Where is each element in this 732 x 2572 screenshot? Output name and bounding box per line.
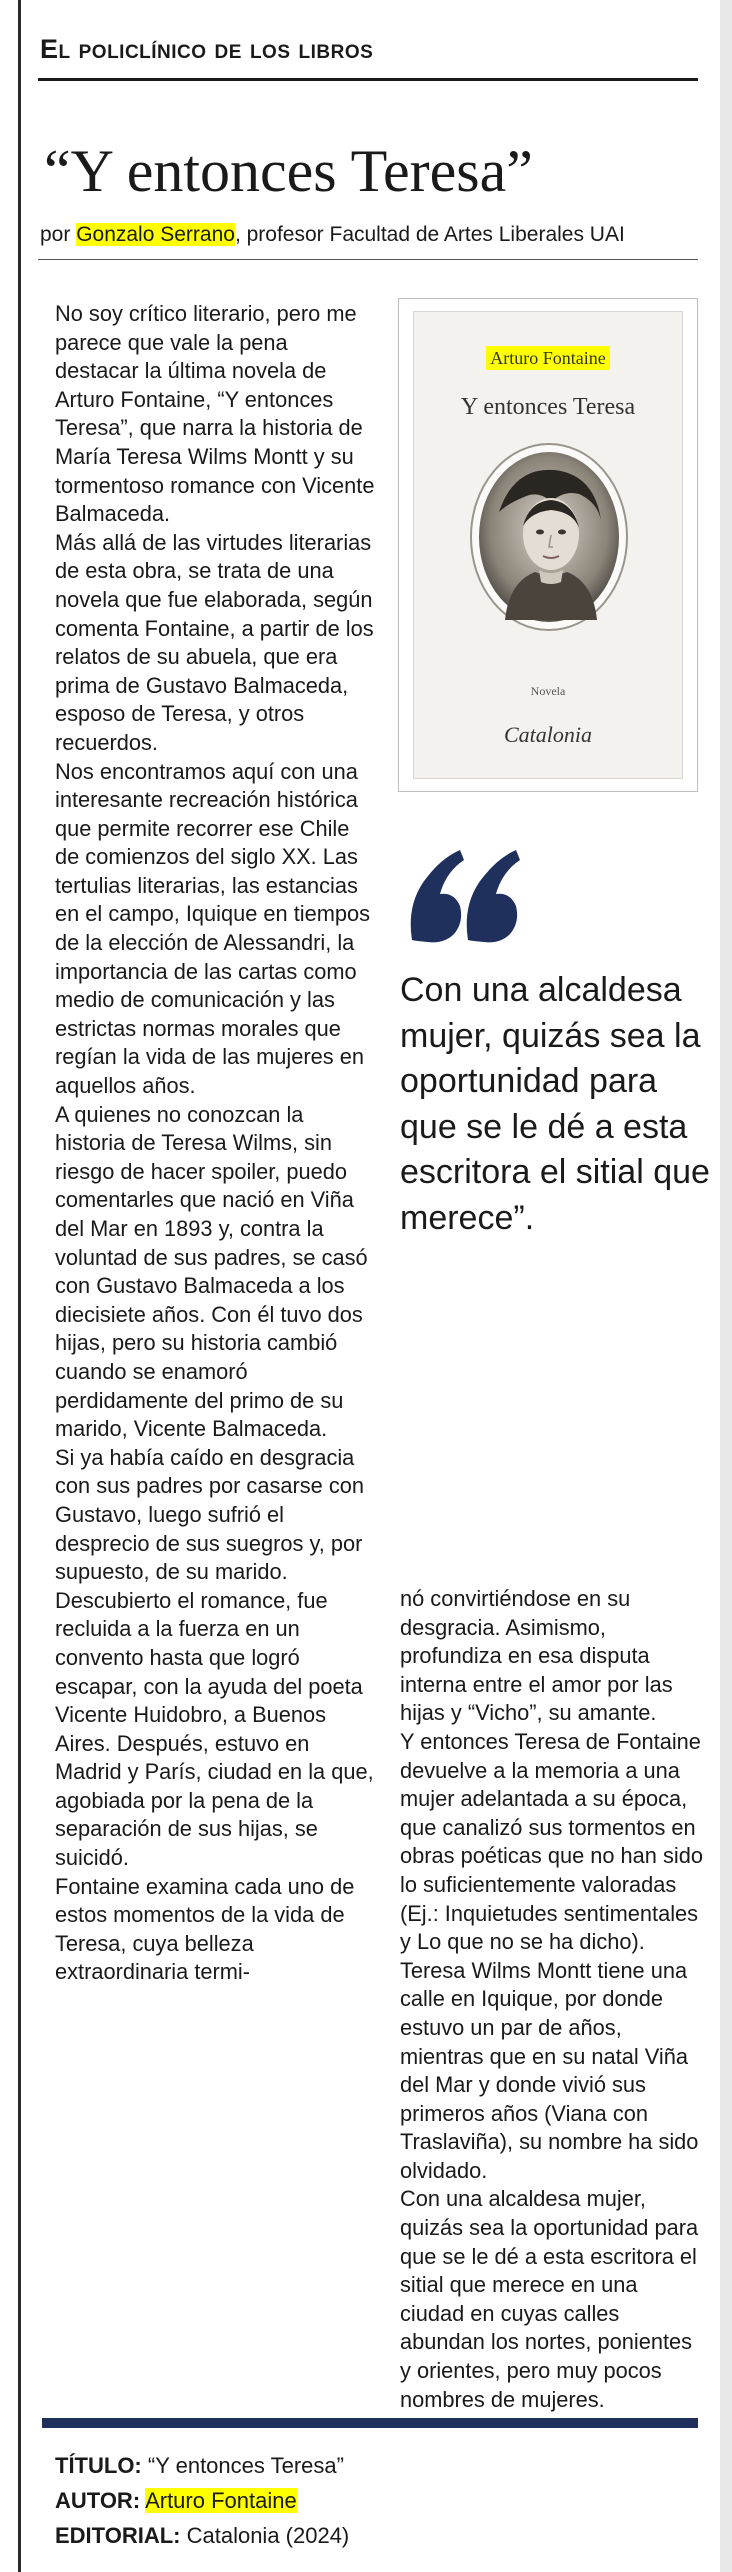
portrait-illustration	[469, 442, 629, 632]
book-info-publisher	[55, 2523, 349, 2549]
section-divider	[38, 78, 698, 81]
pull-quote: Con una alcaldesa mujer, quizás sea la oportunidad para que se le dé a esta escritora el sitial que merece”.	[400, 971, 710, 1237]
book-cover	[413, 311, 683, 779]
byline-divider	[38, 259, 698, 260]
section-title: El policlínico de los libros	[40, 34, 374, 64]
byline-prefix: por	[40, 223, 77, 246]
book-info-publisher-label: EDITORIAL:	[55, 2523, 181, 2548]
quote-mark-icon	[402, 840, 522, 950]
book-info-title	[55, 2453, 344, 2479]
book-info-author-value: Arturo Fontaine	[145, 2488, 297, 2513]
body-paragraph: nó convirtiéndose en su desgracia. Asimismo, profundiza en esa disputa interna entre el amor por las hijas y “Vicho”, su amante.	[400, 1586, 673, 1726]
article-byline	[40, 223, 700, 247]
book-cover-title: Y entonces Teresa	[460, 394, 636, 420]
body-paragraph: Y entonces Teresa de Fontaine devuelve a la memoria a una mujer adelantada a su época, que canalizó sus tormentos en obras poéticas que no han sido lo suficientemente valoradas (Ej.: Inquietudes sentimentales y Lo que no se ha dicho).	[400, 1728, 703, 1955]
book-info-divider	[42, 2418, 698, 2428]
book-cover-publisher: Catalonia	[503, 722, 592, 747]
right-page-edge	[720, 0, 732, 2572]
article-column-right	[400, 1585, 705, 2414]
body-paragraph: Más allá de las virtudes literarias de esta obra, se trata de una novela que fue elaborada, según comenta Fontaine, a partir de los relatos de su abuela, que era prima de Gustavo Balmaceda, esposo de Teresa, y otros recuerdos.	[55, 529, 374, 755]
book-cover-author-text: Arturo Fontaine	[486, 346, 609, 370]
body-paragraph: Teresa Wilms Montt tiene una calle en Iquique, por donde estuvo un par de años, mientras que en su natal Viña del Mar y donde vivió sus primeros años (Viana con Traslaviña), su nombre ha sido olvidado.	[400, 1957, 699, 2183]
body-paragraph: Nos encontramos aquí con una interesante recreación histórica que permite recorrer ese Chile de comienzos del siglo XX. Las tertulias literarias, las estancias en el campo, Iquique en tiempos de la elección de Alessandri, la importancia de las cartas como medio de comunicación y las estrictas normas morales que regían la vida de las mujeres en aquellos años.	[55, 758, 371, 1099]
body-paragraph: No soy crítico literario, pero me parece que vale la pena destacar la última novela de Arturo Fontaine, “Y entonces Teresa”, que narra la historia de María Teresa Wilms Montt y su tormentoso romance con Vicente Balmaceda.	[55, 301, 375, 527]
left-margin-rule	[18, 0, 21, 2572]
article-headline: “Y entonces Teresa”	[44, 138, 533, 204]
book-info-author	[55, 2488, 297, 2514]
book-info-title-value: “Y entonces Teresa”	[141, 2453, 344, 2478]
body-paragraph: Con una alcaldesa mujer, quizás sea la oportunidad para que se le dé a esta escritora el sitial que merece en una ciudad en cuyas calles abundan los nortes, ponientes y orientes, pero muy pocos nombres de mujeres.	[400, 2186, 699, 2412]
book-cover-image	[398, 298, 698, 792]
book-cover-portrait	[469, 442, 629, 632]
byline-suffix: , profesor Facultad de Artes Liberales UAI	[234, 223, 625, 246]
book-cover-genre: Novela	[530, 684, 566, 698]
book-info-author-label: AUTOR:	[55, 2488, 141, 2513]
book-cover-author	[414, 348, 682, 369]
body-paragraph: A quienes no conozcan la historia de Teresa Wilms, sin riesgo de hacer spoiler, puedo comentarles que nació en Viña del Mar en 1893 y, contra la voluntad de sus padres, se casó con Gustavo Balmaceda a los diecisiete años. Con él tuvo dos hijas, pero su historia cambió cuando se enamoró perdidamente del primo de su marido, Vicente Balmaceda.	[55, 1101, 368, 1442]
body-paragraph: Fontaine examina cada uno de estos momentos de la vida de Teresa, cuya belleza extraordinaria termi-	[55, 1873, 355, 1985]
book-info-publisher-value: Catalonia (2024)	[180, 2523, 350, 2548]
article-column-left	[55, 300, 375, 1987]
book-info-title-label: TÍTULO:	[55, 2453, 142, 2478]
body-paragraph: Si ya había caído en desgracia con sus padres por casarse con Gustavo, luego sufrió el desprecio de sus suegros y, por supuesto, de su marido. Descubierto el romance, fue recluida a la fuerza en un convento hasta que logró escapar, con la ayuda del poeta Vicente Huidobro, a Buenos Aires. Después, estuvo en Madrid y París, ciudad en la que, agobiada por la pena de la separación de sus hijas, se suicidó.	[55, 1444, 374, 1871]
byline-author: Gonzalo Serrano	[76, 223, 235, 246]
